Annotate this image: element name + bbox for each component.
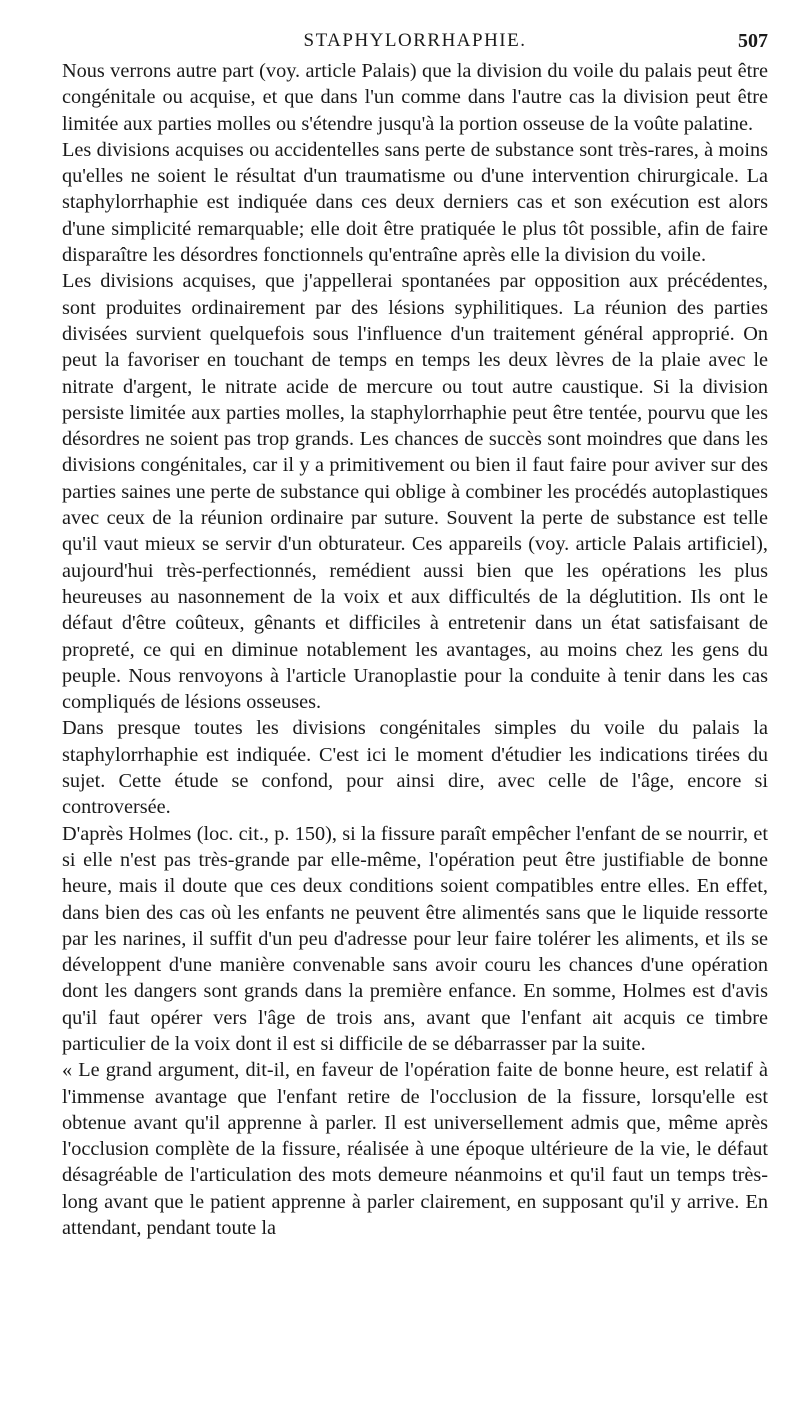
document-page [62, 26, 768, 1241]
page-number: 507 [738, 30, 768, 52]
paragraph: Les divisions acquises ou accidentelles sans perte de substance sont très-rares, à moins qu'elles ne soient le résultat d'un traumatisme ou d'une intervention chirurgicale. La staphylorrhaphie est indiquée dans ces deux derniers cas et son exécution est alors d'une simplicité remarquable; elle doit être pratiquée le plus tôt possible, afin de faire disparaître les désordres fonctionnels qu'entraîne après elle la division du voile. [62, 138, 768, 267]
running-title: STAPHYLORRHAPHIE. [303, 30, 527, 51]
running-header [62, 26, 768, 58]
paragraph: « Le grand argument, dit-il, en faveur de l'opération faite de bonne heure, est relatif à l'immense avantage que l'enfant retire de l'occlusion de la fissure, lorsqu'elle est obtenue avant qu'il apprenne à parler. Il est universellement admis que, même après l'occlusion complète de la fissure, réalisée à une époque ultérieure de la vie, le défaut désagréable de l'articulation des mots demeure néanmoins et qu'il faut un temps très-long avant que le patient apprenne à parler clairement, en supposant qu'il y arrive. En attendant, pendant toute la [62, 1059, 768, 1240]
body-text [62, 58, 768, 1241]
paragraph: D'après Holmes (loc. cit., p. 150), si la fissure paraît empêcher l'enfant de se nourrir, et si elle n'est pas très-grande par elle-même, l'opération peut être justifiable de bonne heure, mais il doute que ces deux conditions soient compatibles entre elles. En effet, dans bien des cas où les enfants ne peuvent être alimentés sans que le liquide ressorte par les narines, il suffit d'un peu d'adresse pour leur faire tolérer les aliments, et ils se développent d'une manière convenable sans avoir couru les chances d'une opération dont les dangers sont grands dans la première enfance. En somme, Holmes est d'avis qu'il faut opérer vers l'âge de trois ans, avant que l'enfant ait acquis ce timbre particulier de la voix dont il est si difficile de se débarrasser par la suite. [62, 822, 768, 1055]
paragraph: Dans presque toutes les divisions congénitales simples du voile du palais la staphylorrhaphie est indiquée. C'est ici le moment d'étudier les indications tirées du sujet. Cette étude se confond, pour ainsi dire, avec celle de l'âge, encore si controversée. [62, 717, 768, 819]
paragraph: Les divisions acquises, que j'appellerai spontanées par opposition aux précédentes, sont produites ordinairement par des lésions syphilitiques. La réunion des parties divisées survient quelquefois sous l'influence d'un traitement général approprié. On peut la favoriser en touchant de temps en temps les deux lèvres de la plaie avec le nitrate d'argent, le nitrate acide de mercure ou tout autre caustique. Si la division persiste limitée aux parties molles, la staphylorrhaphie peut être tentée, pourvu que les désordres ne soient pas trop grands. Les chances de succès sont moindres que dans les divisions congénitales, car il y a primitivement ou bien il faut faire pour aviver sur des parties saines une perte de substance qui oblige à combiner les procédés autoplastiques avec ceux de la réunion ordinaire par suture. Souvent la perte de substance est telle qu'il vaut mieux se servir d'un obturateur. Ces appareils (voy. article Palais artificiel), aujourd'hui très-perfectionnés, remédient aussi bien que les opérations les plus heureuses au nasonnement de la voix et aux difficultés de la déglutition. Ils ont le défaut d'être coûteux, gênants et difficiles à entretenir dans un état satisfaisant de propreté, ce qui en diminue notablement les avantages, au moins chez les gens du peuple. Nous renvoyons à l'article Uranoplastie pour la conduite à tenir dans les cas compliqués de lésions osseuses. [62, 270, 768, 714]
paragraph: Nous verrons autre part (voy. article Palais) que la division du voile du palais peut être congénitale ou acquise, et que dans l'un comme dans l'autre cas la division peut être limitée aux parties molles ou s'étendre jusqu'à la portion osseuse de la voûte palatine. [62, 60, 768, 135]
